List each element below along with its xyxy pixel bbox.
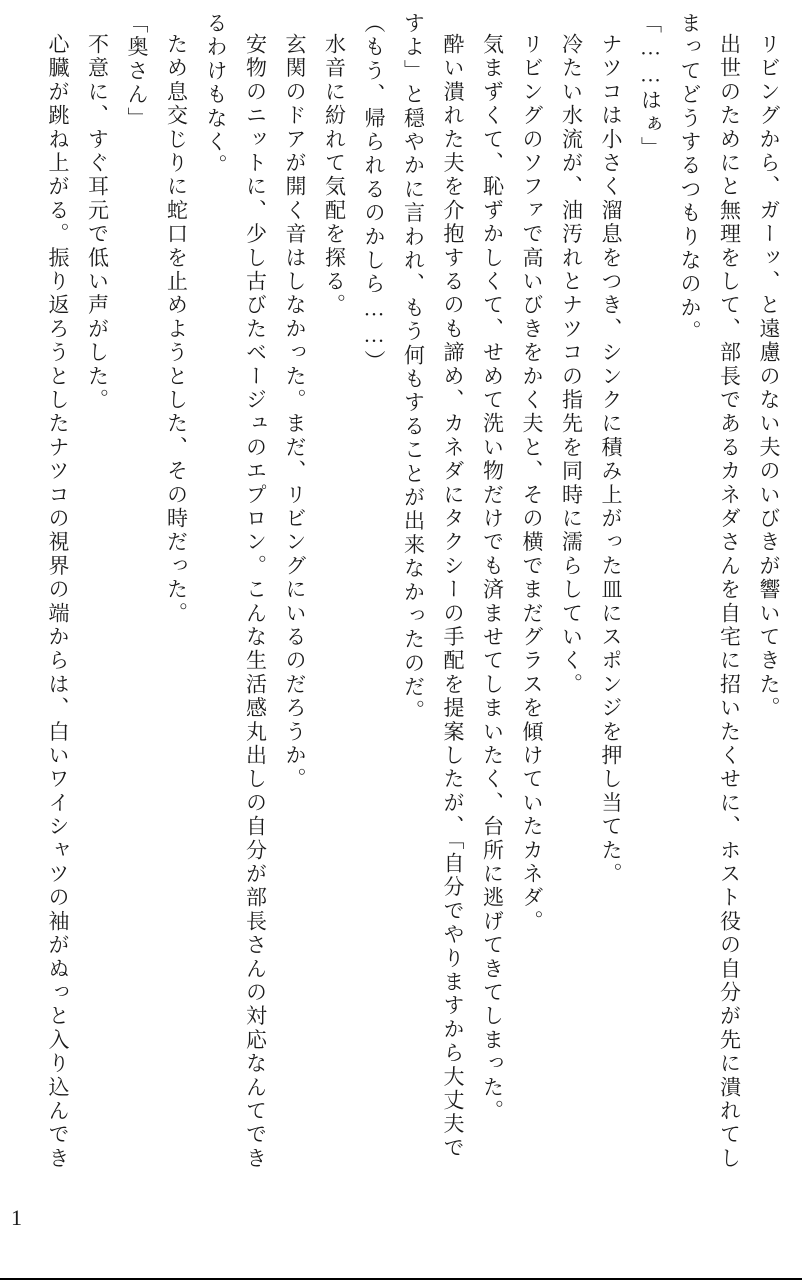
paragraph-thought: （もう、帰られるのかしら……） [362, 12, 386, 374]
paragraph: 冷たい水流が、油汚れとナツコの指先を同時に濡らしていく。 [559, 33, 584, 697]
paragraph: 出世のためにと無理をして、部長であるカネダさんを自宅に招いたくせに、ホスト役の自分が先に潰れてしまってどうするつもりなのか。 [678, 12, 742, 1171]
paragraph-dialogue: 「……はぁ」 [638, 12, 663, 161]
paragraph: リビングのソファで高いびきをかく夫と、その横でまだグラスを傾けていたカネダ。 [520, 33, 544, 934]
paragraph-dialogue: 「奥さん」 [125, 12, 149, 131]
paragraph: 不意に、すぐ耳元で低い声がした。 [85, 33, 110, 413]
paragraph: 酔い潰れた夫を介抱するのも諦め、カネダにタクシーの手配を提案したが、「自分でやりますから大丈夫ですよ」と穏やかに言われ、もう何もすることが出来なかったのだ。 [401, 12, 465, 1161]
paragraph: 気まずくて、恥ずかしくて、せめて洗い物だけでも済ませてしまいたく、台所に逃げてきてしまった。 [480, 33, 505, 1124]
paragraph: ため息交じりに蛇口を止めようとした、その時だった。 [164, 33, 189, 626]
page-footer-rule [0, 1278, 802, 1280]
paragraph: 玄関のドアが開く音はしなかった。まだ、リビングにいるのだろうか。 [283, 33, 307, 792]
paragraph: ナツコは小さく溜息をつき、シンクに積み上がった皿にスポンジを押し当てた。 [599, 33, 623, 887]
paragraph: リビングから、ガーッ、と遠慮のない夫のいびきが響いてきた。 [757, 33, 781, 721]
vertical-text-body [38, 12, 789, 1182]
paragraph: 安物のニットに、少し古びたベージュのエプロン。こんな生活感丸出しの自分が部長さんの対応なんてできるわけもなく。 [204, 12, 268, 1171]
paragraph: 心臓が跳ね上がる。振り返ろうとしたナツコの視界の端からは、白いワイシャツの袖がぬっと入り込んでき [46, 33, 70, 1171]
paragraph: 水音に紛れて気配を探る。 [322, 33, 347, 318]
page-number: 1 [11, 1205, 22, 1230]
